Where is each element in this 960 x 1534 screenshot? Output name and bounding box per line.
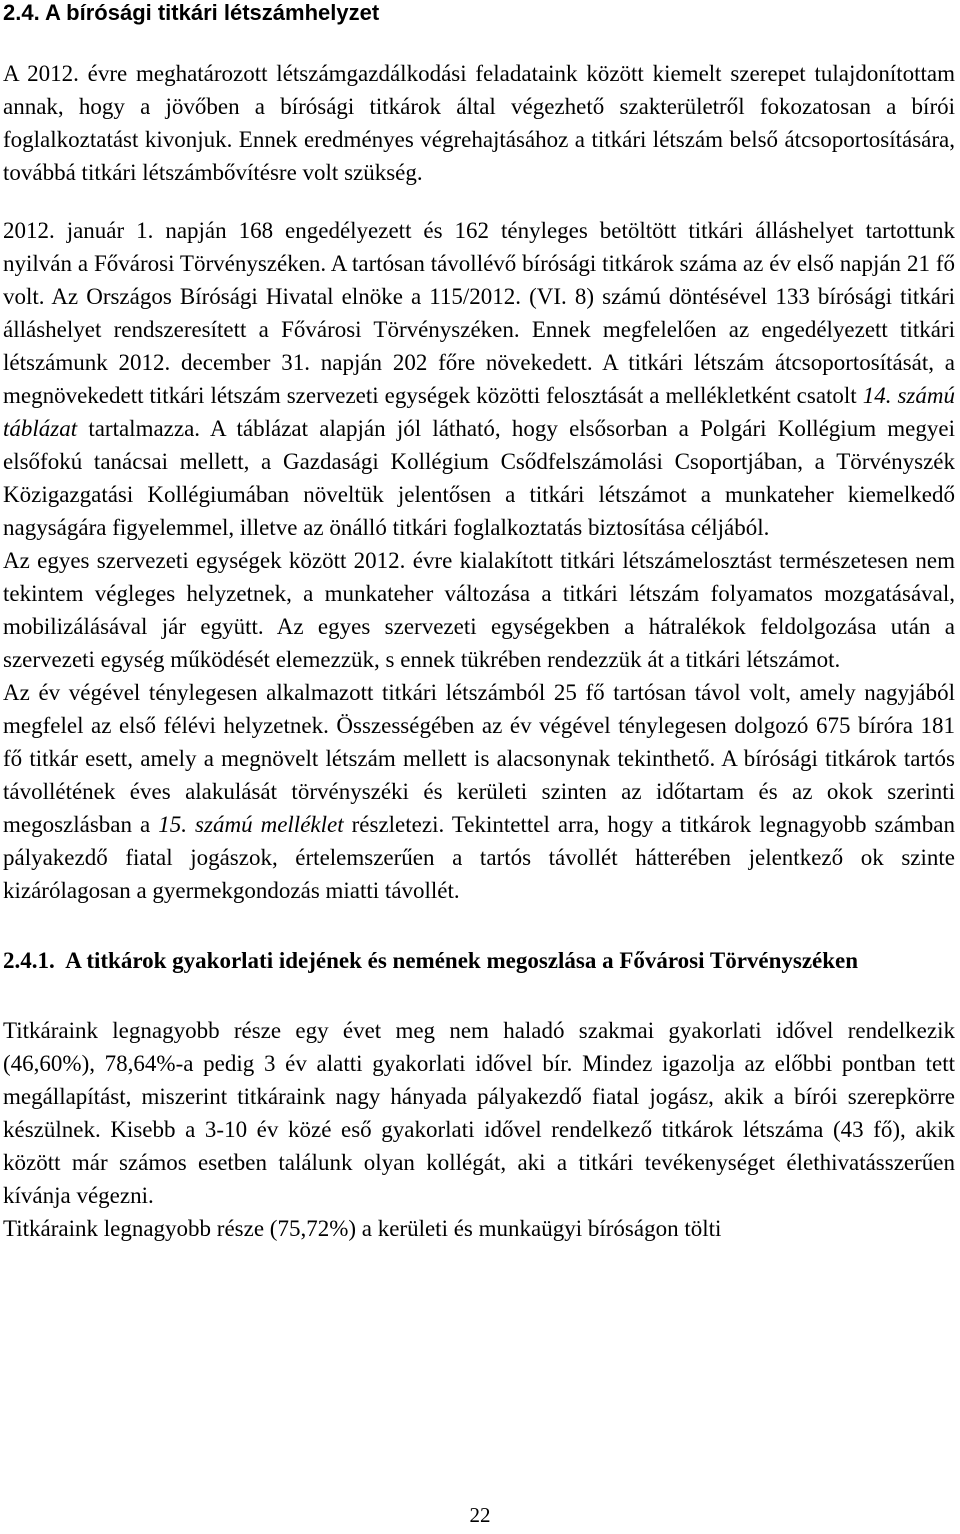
subsection-number: 2.4.1. [3,948,55,973]
paragraph-5: Titkáraink legnagyobb része egy évet meg nem haladó szakmai gyakorlati idővel rendelkezik (46,60%), 78,64%-a pedig 3 év alatti gyakorlati idővel bír. Mindez igazolja az előbbi pontban tett megállapítást, miszerint titkáraink nagy hányada pályakezdő fiatal jogász, akik a bírói szerepkörre készülnek. Kisebb a 3-10 év közé eső gyakorlati idővel rendelkező titkárok létszáma (43 fő), akik között már számos esetben találunk olyan kollégát, aki a titkári tevékenységet élethivatásszerűen kívánja végezni. [3,1018,955,1208]
paragraph-4-text-b: részletezi. Tekintettel arra, hogy a titkárok legnagyobb számban pályakezdő fiatal jogászok, értelemszerűen a tartós távollét hátterében jelentkező ok szinte kizárólagosan a gyermekgondozás miatti távollét. [3,812,955,903]
paragraph-3: Az egyes szervezeti egységek között 2012. évre kialakított titkári létszámelosztást természetesen nem tekintem végleges helyzetnek, a munkateher változása a titkári létszám folyamatos mozgatásával, mobilizálásával jár együtt. Az egyes szervezeti egységekben a hátralékok feldolgozása után a szervezeti egység működését elemezzük, s ennek tükrében rendezzük át a titkári létszámot. [3,548,955,672]
paragraph-2-text-b: tartalmazza. A táblázat alapján jól látható, hogy elsősorban a Polgári Kollégium megyei elsőfokú tanácsai mellett, a Gazdasági Kollégium Csődfelszámolási Csoportjában, a Törvényszék Közigazgatási Kollégiumában növeltük jelentősen a titkári létszámot a munkateher kiemelkedő nagyságára figyelemmel, illetve az önálló titkári foglalkoztatás biztosítása céljából. [3,416,955,540]
table-reference: 14. számú táblázat [3,383,955,441]
document-page [3,0,955,1245]
paragraph-2 [3,214,955,544]
paragraph-6: Titkáraink legnagyobb része (75,72%) a kerületi és munkaügyi bíróságon tölti [3,1216,722,1241]
page-number: 22 [469,1503,491,1527]
spacer [3,907,955,944]
spacer [3,26,955,57]
paragraph-4-text-a: Az év végével ténylegesen alkalmazott titkári létszámból 25 fő tartósan távol volt, amely nagyjából megfelel az első félévi helyzetnek. Összességében az év végével ténylegesen dolgozó 675 bíróra 181 fő titkár esett, amely a megnövelt létszám mellett is alacsonynak tekinthető. A bírósági titkárok tartós távollétének éves alakulását törvényszéki és kerületi szinten az időtartam és az okok szerinti megoszlásban a [3,680,955,837]
spacer [3,189,955,214]
section-heading: 2.4. A bírósági titkári létszámhelyzet [3,0,380,25]
paragraph-4 [3,676,955,907]
paragraph-2-text-a: 2012. január 1. napján 168 engedélyezett és 162 tényleges betöltött titkári álláshelyet tartottunk nyilván a Fővárosi Törvényszéken. A tartósan távollévő bírósági titkárok száma az év első napján 21 fő volt. Az Országos Bírósági Hivatal elnöke a 115/2012. (VI. 8) számú döntésével 133 bírósági titkári álláshelyet rendszeresített a Fővárosi Törvényszéken. Ennek megfelelően az engedélyezett titkári létszámunk 2012. december 31. napján 202 főre növekedett. A titkári létszám átcsoportosítását, a megnövekedett titkári létszám szervezeti egységek közötti felosztását a mellékletként csatolt [3,218,955,408]
subsection-title: A titkárok gyakorlati idejének és nemének megoszlása a Fővárosi Törvényszéken [65,948,859,973]
spacer [3,977,955,1014]
annex-reference: 15. számú melléklet [158,812,344,837]
subsection-heading [3,944,955,977]
paragraph-1: A 2012. évre meghatározott létszámgazdálkodási feladataink között kiemelt szerepet tulajdonítottam annak, hogy a jövőben a bírósági titkárok által végezhető szakterületről fokozatosan a bírói foglalkoztatást kivonjuk. Ennek eredményes végrehajtásához a titkári létszám belső átcsoportosítására, továbbá titkári létszámbővítésre volt szükség. [3,61,955,185]
